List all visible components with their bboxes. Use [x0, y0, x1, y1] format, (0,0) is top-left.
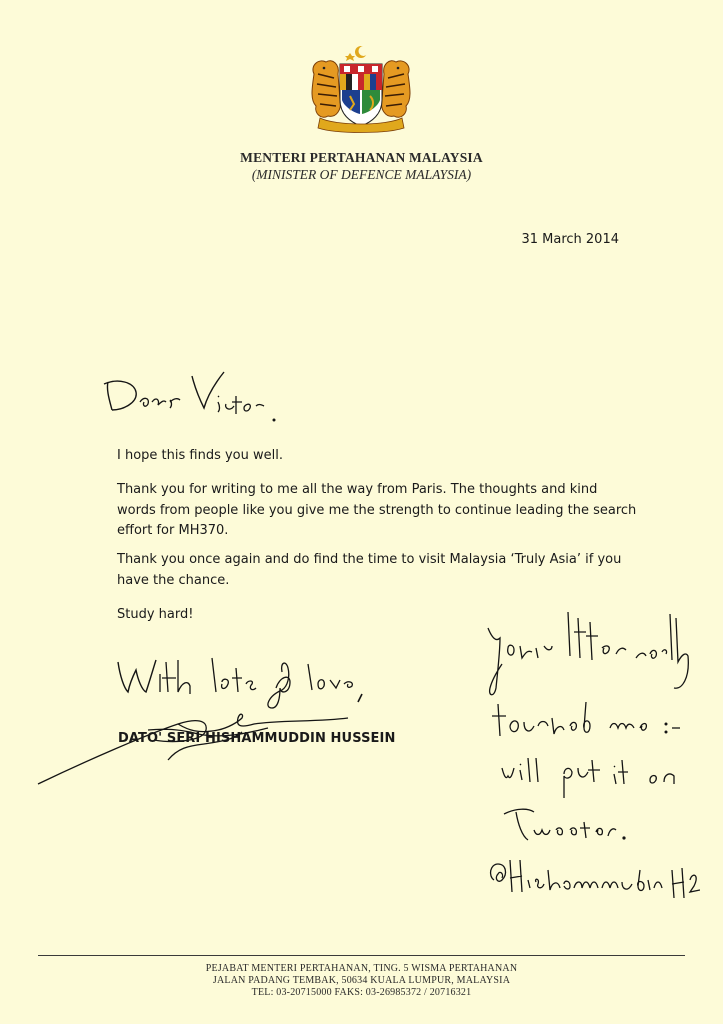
handwritten-note: [478, 608, 700, 908]
footer-divider: [38, 955, 685, 956]
footer-address-line-2: JALAN PADANG TEMBAK, 50634 KUALA LUMPUR, MALAYSIA: [212, 975, 511, 986]
letterhead-title: MENTERI PERTAHANAN MALAYSIA: [240, 150, 483, 165]
footer-contact-line: TEL: 03-20715000 FAKS: 03-26985372 / 20716321: [251, 987, 472, 998]
letter-paragraph-2: Thank you for writing to me all the way from Paris. The thoughts and kind words from people like you give me the strength to continue leading the search effort for MH370.: [117, 482, 637, 538]
footer-address-line-1: PEJABAT MENTERI PERTAHANAN, TING. 5 WISMA PERTAHANAN: [205, 963, 518, 974]
letter-paragraph-3: Thank you once again and do find the time to visit Malaysia ‘Truly Asia’ if you have the chance.: [117, 552, 622, 588]
letter-date: 31 March 2014: [521, 232, 619, 247]
handwritten-salutation: [100, 368, 300, 428]
signatory-name: DATO' SERI HISHAMMUDDIN HUSSEIN: [118, 731, 396, 746]
letter-paragraph-4: Study hard!: [117, 607, 194, 622]
letterhead-subtitle: (MINISTER OF DEFENCE MALAYSIA): [251, 167, 472, 182]
malaysian-coat-of-arms-icon: [300, 44, 422, 136]
letter-paragraph-1: I hope this finds you well.: [117, 448, 283, 463]
